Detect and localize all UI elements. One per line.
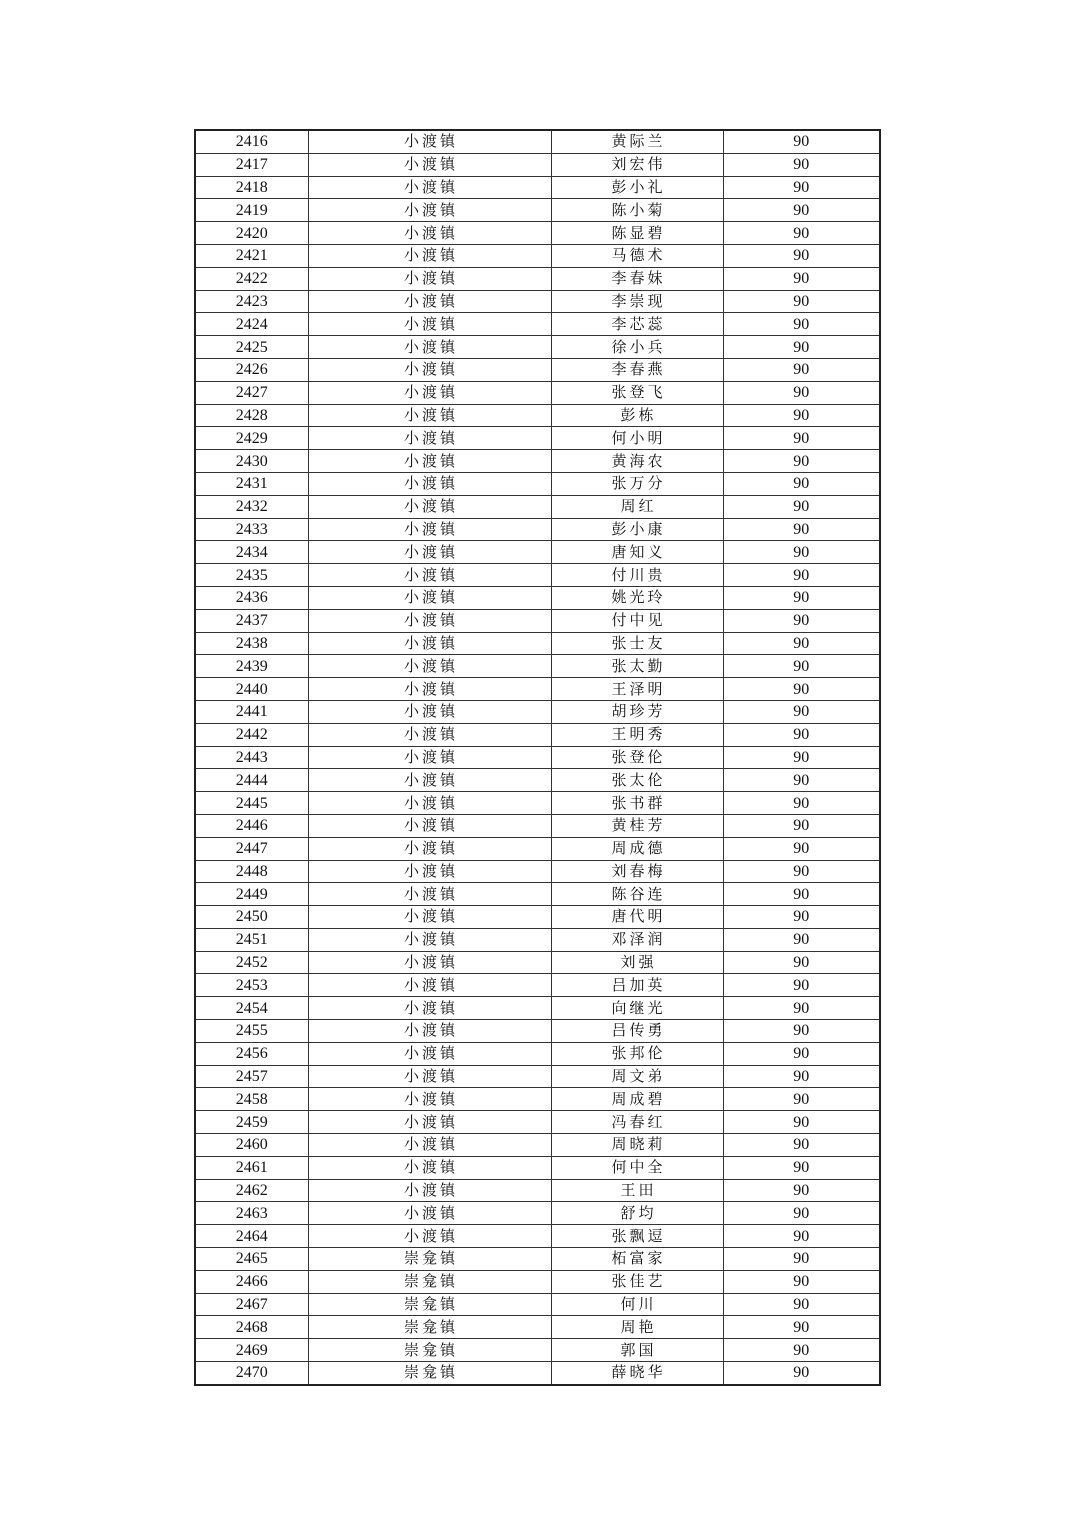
serial-number-cell: 2447 [195, 837, 308, 860]
score-cell: 90 [723, 1339, 880, 1362]
score-cell: 90 [723, 814, 880, 837]
person-name-cell: 张万分 [551, 472, 723, 495]
score-cell: 90 [723, 564, 880, 587]
score-cell: 90 [723, 1293, 880, 1316]
person-name-cell: 周文弟 [551, 1065, 723, 1088]
person-name-cell: 柘富家 [551, 1248, 723, 1271]
table-row [195, 199, 880, 222]
town-cell: 小渡镇 [308, 951, 551, 974]
person-name-cell: 吕加英 [551, 974, 723, 997]
serial-number-cell: 2420 [195, 222, 308, 245]
roster-table [194, 129, 881, 1386]
table-row [195, 928, 880, 951]
town-cell: 小渡镇 [308, 609, 551, 632]
table-row [195, 427, 880, 450]
serial-number-cell: 2422 [195, 267, 308, 290]
town-cell: 崇龛镇 [308, 1270, 551, 1293]
person-name-cell: 李春妹 [551, 267, 723, 290]
town-cell: 小渡镇 [308, 381, 551, 404]
serial-number-cell: 2438 [195, 632, 308, 655]
table-row [195, 746, 880, 769]
town-cell: 小渡镇 [308, 723, 551, 746]
person-name-cell: 王明秀 [551, 723, 723, 746]
town-cell: 小渡镇 [308, 267, 551, 290]
person-name-cell: 黄海农 [551, 450, 723, 473]
town-cell: 小渡镇 [308, 495, 551, 518]
score-cell: 90 [723, 792, 880, 815]
town-cell: 小渡镇 [308, 906, 551, 929]
town-cell: 小渡镇 [308, 450, 551, 473]
person-name-cell: 舒均 [551, 1202, 723, 1225]
person-name-cell: 张太勤 [551, 655, 723, 678]
town-cell: 小渡镇 [308, 176, 551, 199]
town-cell: 小渡镇 [308, 1202, 551, 1225]
score-cell: 90 [723, 313, 880, 336]
town-cell: 小渡镇 [308, 427, 551, 450]
table-row [195, 1020, 880, 1043]
serial-number-cell: 2418 [195, 176, 308, 199]
score-cell: 90 [723, 997, 880, 1020]
serial-number-cell: 2435 [195, 564, 308, 587]
person-name-cell: 郭国 [551, 1339, 723, 1362]
person-name-cell: 张书群 [551, 792, 723, 815]
score-cell: 90 [723, 427, 880, 450]
serial-number-cell: 2469 [195, 1339, 308, 1362]
serial-number-cell: 2428 [195, 404, 308, 427]
score-cell: 90 [723, 1225, 880, 1248]
score-cell: 90 [723, 153, 880, 176]
town-cell: 小渡镇 [308, 974, 551, 997]
serial-number-cell: 2465 [195, 1248, 308, 1271]
score-cell: 90 [723, 1111, 880, 1134]
town-cell: 小渡镇 [308, 130, 551, 153]
town-cell: 小渡镇 [308, 541, 551, 564]
person-name-cell: 姚光玲 [551, 586, 723, 609]
score-cell: 90 [723, 1202, 880, 1225]
table-row [195, 997, 880, 1020]
town-cell: 小渡镇 [308, 928, 551, 951]
serial-number-cell: 2466 [195, 1270, 308, 1293]
town-cell: 崇龛镇 [308, 1316, 551, 1339]
serial-number-cell: 2430 [195, 450, 308, 473]
town-cell: 小渡镇 [308, 997, 551, 1020]
serial-number-cell: 2437 [195, 609, 308, 632]
serial-number-cell: 2431 [195, 472, 308, 495]
person-name-cell: 彭小礼 [551, 176, 723, 199]
serial-number-cell: 2421 [195, 244, 308, 267]
town-cell: 小渡镇 [308, 290, 551, 313]
person-name-cell: 刘强 [551, 951, 723, 974]
serial-number-cell: 2453 [195, 974, 308, 997]
serial-number-cell: 2424 [195, 313, 308, 336]
serial-number-cell: 2456 [195, 1042, 308, 1065]
town-cell: 小渡镇 [308, 792, 551, 815]
score-cell: 90 [723, 1134, 880, 1157]
town-cell: 小渡镇 [308, 1134, 551, 1157]
score-cell: 90 [723, 769, 880, 792]
table-row [195, 700, 880, 723]
serial-number-cell: 2416 [195, 130, 308, 153]
table-row [195, 814, 880, 837]
person-name-cell: 刘宏伟 [551, 153, 723, 176]
score-cell: 90 [723, 1270, 880, 1293]
serial-number-cell: 2452 [195, 951, 308, 974]
town-cell: 小渡镇 [308, 837, 551, 860]
score-cell: 90 [723, 723, 880, 746]
person-name-cell: 何中全 [551, 1156, 723, 1179]
town-cell: 小渡镇 [308, 472, 551, 495]
table-row [195, 586, 880, 609]
score-cell: 90 [723, 199, 880, 222]
person-name-cell: 陈显碧 [551, 222, 723, 245]
town-cell: 小渡镇 [308, 814, 551, 837]
table-row [195, 1339, 880, 1362]
serial-number-cell: 2449 [195, 883, 308, 906]
person-name-cell: 周红 [551, 495, 723, 518]
table-row [195, 358, 880, 381]
serial-number-cell: 2427 [195, 381, 308, 404]
serial-number-cell: 2444 [195, 769, 308, 792]
town-cell: 崇龛镇 [308, 1293, 551, 1316]
serial-number-cell: 2464 [195, 1225, 308, 1248]
town-cell: 小渡镇 [308, 1088, 551, 1111]
serial-number-cell: 2461 [195, 1156, 308, 1179]
table-row [195, 655, 880, 678]
table-row [195, 1316, 880, 1339]
score-cell: 90 [723, 381, 880, 404]
serial-number-cell: 2450 [195, 906, 308, 929]
town-cell: 小渡镇 [308, 883, 551, 906]
table-row [195, 1134, 880, 1157]
table-row [195, 1111, 880, 1134]
person-name-cell: 冯春红 [551, 1111, 723, 1134]
table-row [195, 404, 880, 427]
score-cell: 90 [723, 358, 880, 381]
table-row [195, 564, 880, 587]
score-cell: 90 [723, 1179, 880, 1202]
person-name-cell: 陈谷连 [551, 883, 723, 906]
person-name-cell: 马德术 [551, 244, 723, 267]
score-cell: 90 [723, 1316, 880, 1339]
town-cell: 崇龛镇 [308, 1248, 551, 1271]
person-name-cell: 李芯蕊 [551, 313, 723, 336]
serial-number-cell: 2442 [195, 723, 308, 746]
table-row [195, 906, 880, 929]
serial-number-cell: 2429 [195, 427, 308, 450]
town-cell: 小渡镇 [308, 1042, 551, 1065]
table-row [195, 495, 880, 518]
serial-number-cell: 2445 [195, 792, 308, 815]
serial-number-cell: 2462 [195, 1179, 308, 1202]
town-cell: 小渡镇 [308, 1179, 551, 1202]
person-name-cell: 向继光 [551, 997, 723, 1020]
town-cell: 小渡镇 [308, 313, 551, 336]
town-cell: 小渡镇 [308, 860, 551, 883]
score-cell: 90 [723, 700, 880, 723]
table-row [195, 951, 880, 974]
score-cell: 90 [723, 450, 880, 473]
table-row [195, 541, 880, 564]
serial-number-cell: 2434 [195, 541, 308, 564]
person-name-cell: 周成德 [551, 837, 723, 860]
score-cell: 90 [723, 1248, 880, 1271]
person-name-cell: 张飘逗 [551, 1225, 723, 1248]
score-cell: 90 [723, 1042, 880, 1065]
score-cell: 90 [723, 746, 880, 769]
person-name-cell: 彭栋 [551, 404, 723, 427]
person-name-cell: 刘春梅 [551, 860, 723, 883]
town-cell: 小渡镇 [308, 518, 551, 541]
table-row [195, 313, 880, 336]
score-cell: 90 [723, 1156, 880, 1179]
town-cell: 小渡镇 [308, 153, 551, 176]
serial-number-cell: 2460 [195, 1134, 308, 1157]
table-row [195, 176, 880, 199]
table-row [195, 222, 880, 245]
table-row [195, 1293, 880, 1316]
score-cell: 90 [723, 974, 880, 997]
serial-number-cell: 2455 [195, 1020, 308, 1043]
person-name-cell: 李崇现 [551, 290, 723, 313]
table-row [195, 336, 880, 359]
table-row [195, 609, 880, 632]
town-cell: 小渡镇 [308, 244, 551, 267]
table-row [195, 1248, 880, 1271]
town-cell: 小渡镇 [308, 1065, 551, 1088]
table-row [195, 974, 880, 997]
table-row [195, 1088, 880, 1111]
table-row [195, 1362, 880, 1385]
table-row [195, 792, 880, 815]
serial-number-cell: 2441 [195, 700, 308, 723]
serial-number-cell: 2440 [195, 678, 308, 701]
town-cell: 小渡镇 [308, 678, 551, 701]
score-cell: 90 [723, 586, 880, 609]
town-cell: 小渡镇 [308, 336, 551, 359]
table-row [195, 1065, 880, 1088]
town-cell: 小渡镇 [308, 586, 551, 609]
score-cell: 90 [723, 472, 880, 495]
table-row [195, 381, 880, 404]
town-cell: 小渡镇 [308, 1225, 551, 1248]
town-cell: 小渡镇 [308, 564, 551, 587]
serial-number-cell: 2454 [195, 997, 308, 1020]
person-name-cell: 付川贵 [551, 564, 723, 587]
roster-table-body [195, 130, 880, 1385]
score-cell: 90 [723, 404, 880, 427]
person-name-cell: 黄际兰 [551, 130, 723, 153]
table-row [195, 130, 880, 153]
score-cell: 90 [723, 176, 880, 199]
table-row [195, 1042, 880, 1065]
score-cell: 90 [723, 860, 880, 883]
serial-number-cell: 2446 [195, 814, 308, 837]
score-cell: 90 [723, 609, 880, 632]
table-row [195, 290, 880, 313]
table-row [195, 837, 880, 860]
person-name-cell: 黄桂芳 [551, 814, 723, 837]
person-name-cell: 李春燕 [551, 358, 723, 381]
score-cell: 90 [723, 928, 880, 951]
town-cell: 小渡镇 [308, 404, 551, 427]
person-name-cell: 周艳 [551, 1316, 723, 1339]
score-cell: 90 [723, 290, 880, 313]
person-name-cell: 王泽明 [551, 678, 723, 701]
score-cell: 90 [723, 883, 880, 906]
town-cell: 小渡镇 [308, 199, 551, 222]
score-cell: 90 [723, 1088, 880, 1111]
person-name-cell: 唐知义 [551, 541, 723, 564]
person-name-cell: 薛晓华 [551, 1362, 723, 1385]
serial-number-cell: 2451 [195, 928, 308, 951]
serial-number-cell: 2468 [195, 1316, 308, 1339]
person-name-cell: 张邦伦 [551, 1042, 723, 1065]
table-row [195, 1156, 880, 1179]
serial-number-cell: 2425 [195, 336, 308, 359]
serial-number-cell: 2459 [195, 1111, 308, 1134]
town-cell: 小渡镇 [308, 632, 551, 655]
town-cell: 崇龛镇 [308, 1362, 551, 1385]
table-row [195, 723, 880, 746]
town-cell: 小渡镇 [308, 769, 551, 792]
person-name-cell: 周成碧 [551, 1088, 723, 1111]
serial-number-cell: 2417 [195, 153, 308, 176]
person-name-cell: 何小明 [551, 427, 723, 450]
score-cell: 90 [723, 130, 880, 153]
table-row [195, 678, 880, 701]
score-cell: 90 [723, 1362, 880, 1385]
person-name-cell: 张太伦 [551, 769, 723, 792]
score-cell: 90 [723, 1020, 880, 1043]
person-name-cell: 付中见 [551, 609, 723, 632]
serial-number-cell: 2443 [195, 746, 308, 769]
table-row [195, 1179, 880, 1202]
person-name-cell: 张佳艺 [551, 1270, 723, 1293]
person-name-cell: 陈小菊 [551, 199, 723, 222]
person-name-cell: 邓泽润 [551, 928, 723, 951]
table-row [195, 450, 880, 473]
score-cell: 90 [723, 1065, 880, 1088]
serial-number-cell: 2457 [195, 1065, 308, 1088]
score-cell: 90 [723, 518, 880, 541]
table-row [195, 1202, 880, 1225]
town-cell: 小渡镇 [308, 358, 551, 381]
serial-number-cell: 2448 [195, 860, 308, 883]
person-name-cell: 王田 [551, 1179, 723, 1202]
person-name-cell: 唐代明 [551, 906, 723, 929]
table-row [195, 153, 880, 176]
score-cell: 90 [723, 495, 880, 518]
serial-number-cell: 2439 [195, 655, 308, 678]
serial-number-cell: 2419 [195, 199, 308, 222]
table-row [195, 518, 880, 541]
score-cell: 90 [723, 632, 880, 655]
person-name-cell: 胡珍芳 [551, 700, 723, 723]
table-row [195, 244, 880, 267]
score-cell: 90 [723, 336, 880, 359]
table-row [195, 769, 880, 792]
serial-number-cell: 2470 [195, 1362, 308, 1385]
serial-number-cell: 2458 [195, 1088, 308, 1111]
serial-number-cell: 2426 [195, 358, 308, 381]
table-row [195, 267, 880, 290]
score-cell: 90 [723, 267, 880, 290]
town-cell: 小渡镇 [308, 746, 551, 769]
town-cell: 小渡镇 [308, 1111, 551, 1134]
score-cell: 90 [723, 244, 880, 267]
person-name-cell: 吕传勇 [551, 1020, 723, 1043]
score-cell: 90 [723, 222, 880, 245]
person-name-cell: 张登伦 [551, 746, 723, 769]
table-row [195, 632, 880, 655]
serial-number-cell: 2436 [195, 586, 308, 609]
person-name-cell: 张登飞 [551, 381, 723, 404]
town-cell: 小渡镇 [308, 700, 551, 723]
score-cell: 90 [723, 837, 880, 860]
score-cell: 90 [723, 655, 880, 678]
town-cell: 崇龛镇 [308, 1339, 551, 1362]
table-row [195, 860, 880, 883]
town-cell: 小渡镇 [308, 1020, 551, 1043]
serial-number-cell: 2433 [195, 518, 308, 541]
score-cell: 90 [723, 678, 880, 701]
person-name-cell: 何川 [551, 1293, 723, 1316]
table-row [195, 1225, 880, 1248]
score-cell: 90 [723, 951, 880, 974]
person-name-cell: 周晓莉 [551, 1134, 723, 1157]
score-cell: 90 [723, 541, 880, 564]
table-row [195, 883, 880, 906]
person-name-cell: 张士友 [551, 632, 723, 655]
serial-number-cell: 2463 [195, 1202, 308, 1225]
serial-number-cell: 2423 [195, 290, 308, 313]
person-name-cell: 彭小康 [551, 518, 723, 541]
score-cell: 90 [723, 906, 880, 929]
serial-number-cell: 2432 [195, 495, 308, 518]
person-name-cell: 徐小兵 [551, 336, 723, 359]
town-cell: 小渡镇 [308, 1156, 551, 1179]
table-row [195, 472, 880, 495]
table-row [195, 1270, 880, 1293]
serial-number-cell: 2467 [195, 1293, 308, 1316]
town-cell: 小渡镇 [308, 655, 551, 678]
town-cell: 小渡镇 [308, 222, 551, 245]
